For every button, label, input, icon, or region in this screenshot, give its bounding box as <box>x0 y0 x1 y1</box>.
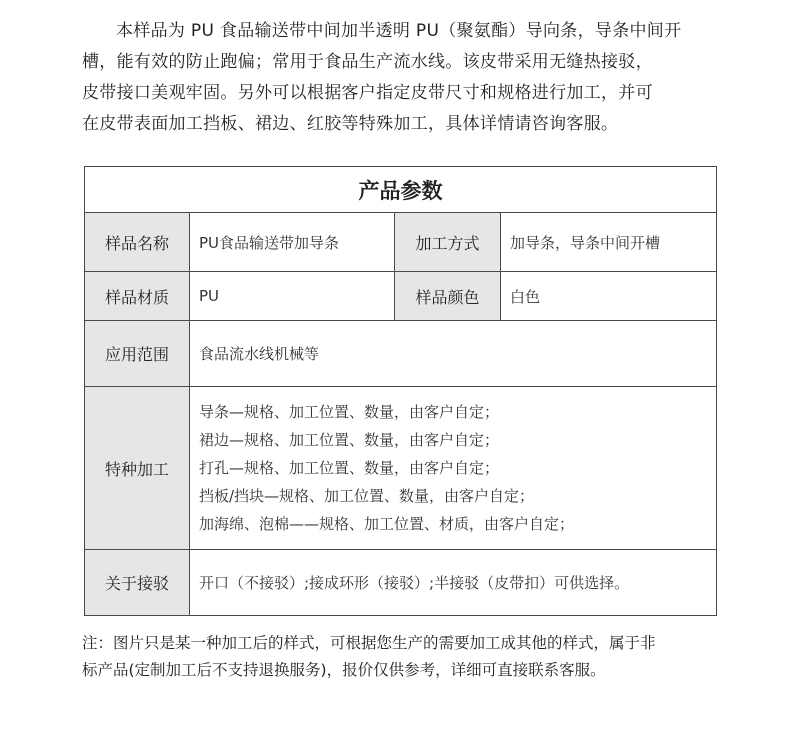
joint-value: 开口（不接驳）;接成环形（接驳）;半接驳（皮带扣）可供选择。 <box>190 550 717 616</box>
scope-label: 应用范围 <box>85 321 190 387</box>
special-list <box>190 387 717 550</box>
special-item-baffle: 挡板/挡块—规格、加工位置、数量，由客户自定； <box>199 487 535 505</box>
note-line-2: 标产品(定制加工后不支持退换服务)，报价仅供参考，详细可直接联系客服。 <box>82 661 606 679</box>
sample-name-label: 样品名称 <box>85 213 190 272</box>
table-title: 产品参数 <box>85 167 717 213</box>
special-label: 特种加工 <box>85 387 190 550</box>
intro-line-3: 皮带接口美观牢固。另外可以根据客户指定皮带尺寸和规格进行加工，并可 <box>82 83 653 103</box>
material-value: PU <box>190 272 395 321</box>
process-value: 加导条，导条中间开槽 <box>501 213 717 272</box>
color-value: 白色 <box>501 272 717 321</box>
table-row <box>85 213 717 272</box>
table-title-row <box>85 167 717 213</box>
note-paragraph <box>82 630 722 684</box>
intro-paragraph <box>82 16 722 140</box>
table-row <box>85 550 717 616</box>
joint-label: 关于接驳 <box>85 550 190 616</box>
intro-line-2: 槽，能有效的防止跑偏；常用于食品生产流水线。该皮带采用无缝热接驳， <box>82 52 653 72</box>
process-label: 加工方式 <box>395 213 501 272</box>
table-row <box>85 272 717 321</box>
table-row <box>85 321 717 387</box>
intro-line-1 <box>82 16 722 47</box>
intro-line-4: 在皮带表面加工挡板、裙边、红胶等特殊加工，具体详情请咨询客服。 <box>82 114 619 134</box>
color-label: 样品颜色 <box>395 272 501 321</box>
material-label: 样品材质 <box>85 272 190 321</box>
special-item-skirt: 裙边—规格、加工位置、数量，由客户自定； <box>199 431 500 449</box>
sample-name-value: PU食品输送带加导条 <box>190 213 395 272</box>
table-row <box>85 387 717 550</box>
special-item-sponge: 加海绵、泡棉——规格、加工位置、材质，由客户自定； <box>199 515 575 533</box>
special-item-punch: 打孔—规格、加工位置、数量，由客户自定； <box>199 459 500 477</box>
note-line-1: 注：图片只是某一种加工后的样式，可根据您生产的需要加工成其他的样式，属于非 <box>82 634 656 652</box>
product-params-table <box>84 166 717 616</box>
special-item-guide: 导条—规格、加工位置、数量，由客户自定； <box>199 403 500 421</box>
scope-value: 食品流水线机械等 <box>190 321 717 387</box>
intro-line-1-text: 本样品为 PU 食品输送带中间加半透明 PU（聚氨酯）导向条，导条中间开 <box>116 21 682 41</box>
